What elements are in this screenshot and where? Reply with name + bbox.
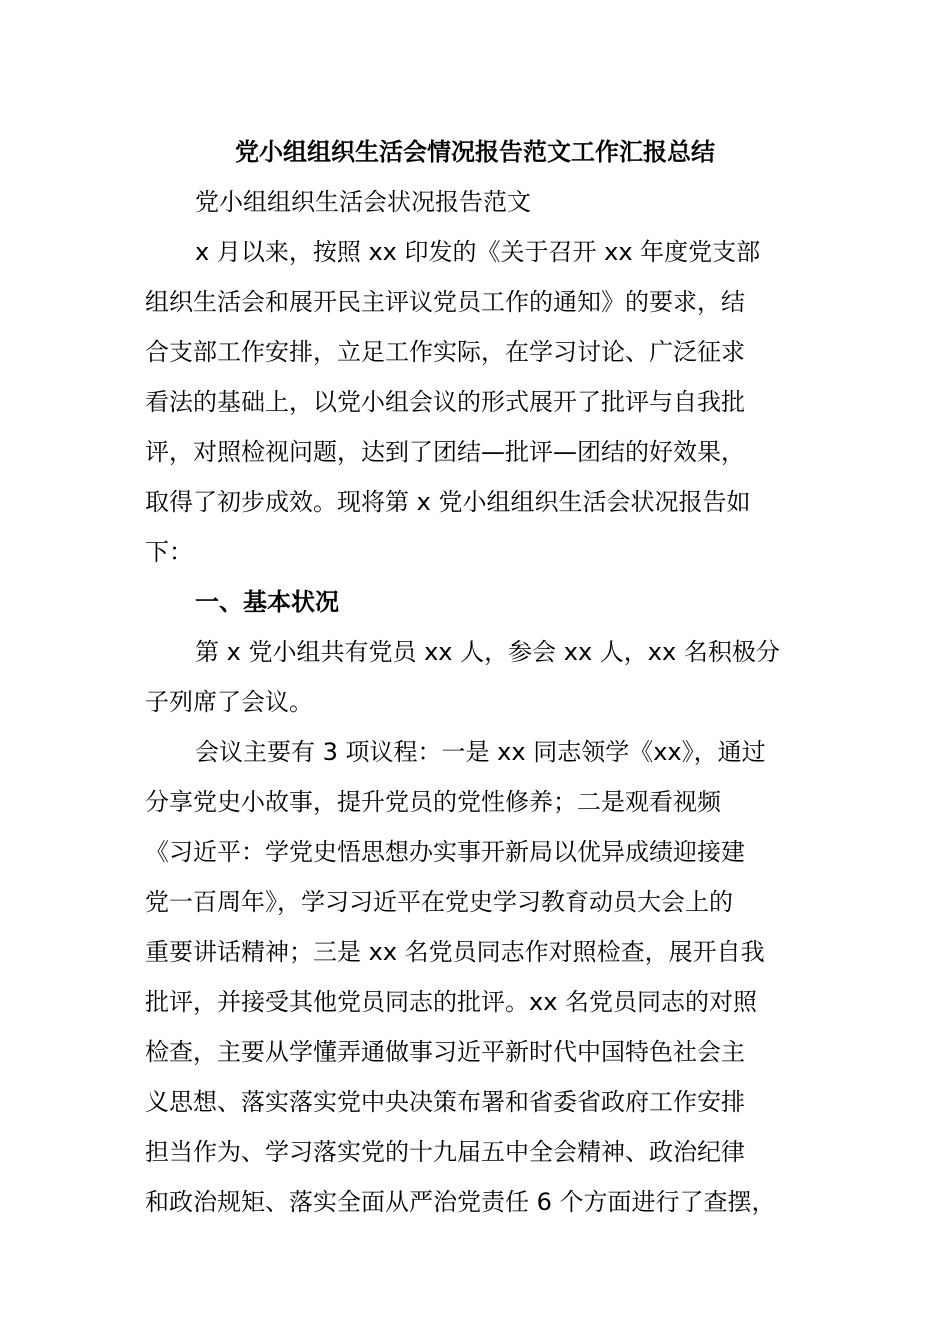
paragraph-line: 批评，并接受其他党员同志的批评。xx 名党员同志的对照 [145,988,758,1016]
paragraph-line: 合支部工作安排，立足工作实际，在学习讨论、广泛征求 [145,338,745,366]
paragraph-line: 义思想、落实落实党中央决策布署和省委省政府工作安排 [145,1088,745,1116]
paragraph-line: 担当作为、学习落实党的十九届五中全会精神、政治纪律 [145,1138,745,1166]
paragraph-line: 子列席了会议。 [145,688,313,716]
paragraph-line: 党一百周年》，学习习近平在党史学习教育动员大会上的 [145,888,733,916]
paragraph-line: 重要讲话精神；三是 xx 名党员同志作对照检查，展开自我 [145,938,765,966]
paragraph-line: 看法的基础上，以党小组会议的形式展开了批评与自我批 [145,388,745,416]
paragraph-line: 分享党史小故事，提升党员的党性修养；二是观看视频 [145,788,721,816]
document-subtitle: 党小组组织生活会状况报告范文 [195,188,531,216]
paragraph-line: 评，对照检视问题，达到了团结—批评—团结的好效果， [145,438,745,466]
paragraph-line: 《习近平：学党史悟思想办实事开新局以优异成绩迎接建 [145,838,745,866]
paragraph-line: 和政治规矩、落实全面从严治党责任 6 个方面进行了查摆， [145,1188,776,1216]
paragraph-line: 组织生活会和展开民主评议党员工作的通知》的要求，结 [145,288,745,316]
paragraph-line: 第 x 党小组共有党员 xx 人，参会 xx 人，xx 名积极分 [195,638,780,666]
paragraph-line: 检查，主要从学懂弄通做事习近平新时代中国特色社会主 [145,1038,745,1066]
document-title: 党小组组织生活会情况报告范文工作汇报总结 [235,138,715,166]
paragraph-line: 会议主要有 3 项议程：一是 xx 同志领学《xx》，通过 [195,738,766,766]
paragraph-line: 下： [145,538,193,566]
section-heading: 一、基本状况 [195,588,339,616]
paragraph-line: 取得了初步成效。现将第 x 党小组组织生活会状况报告如 [145,488,751,516]
paragraph-line: x 月以来，按照 xx 印发的《关于召开 xx 年度党支部 [195,238,761,266]
